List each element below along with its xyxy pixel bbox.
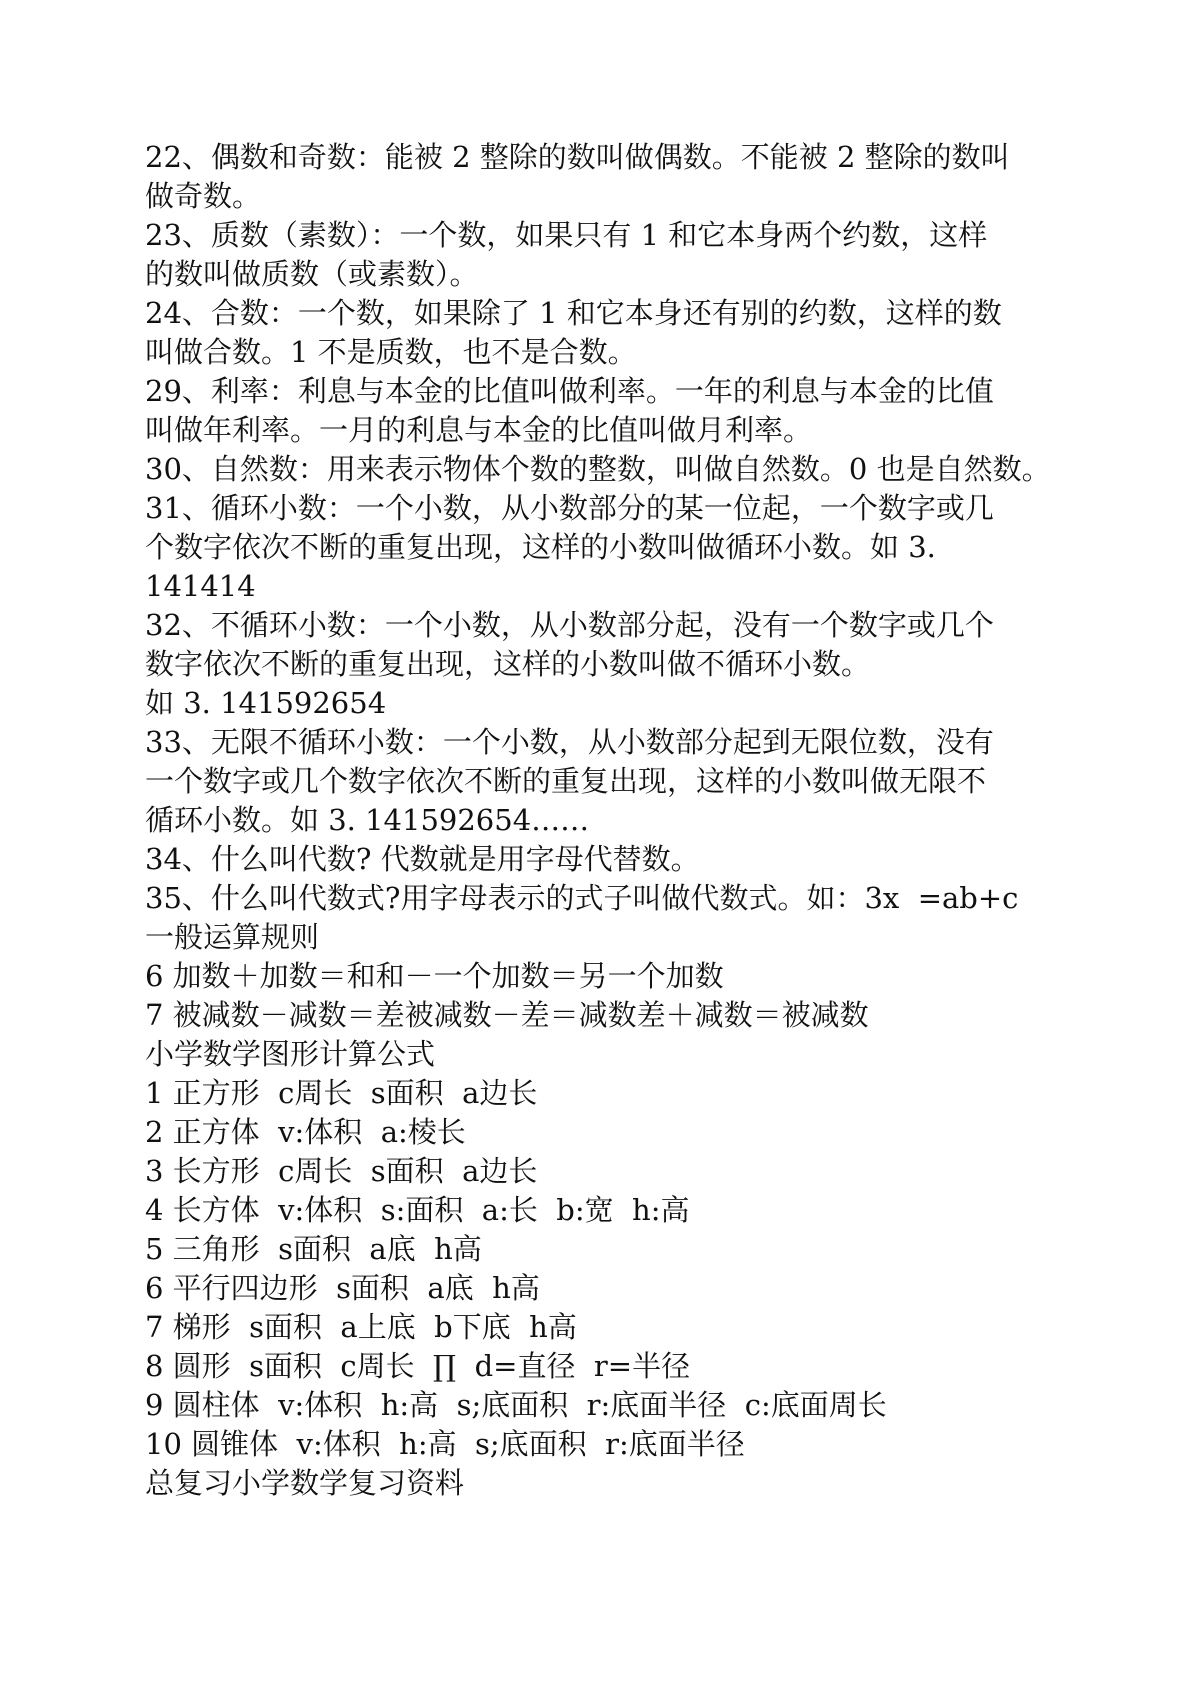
text-line: 6 加数＋加数＝和和－一个加数＝另一个加数: [145, 959, 724, 993]
text-line: 个数字依次不断的重复出现，这样的小数叫做循环小数。如 3.: [145, 530, 936, 564]
section-heading: 一般运算规则: [145, 920, 320, 954]
formula-item: 7 梯形 s面积 a上底 b下底 h高: [145, 1310, 577, 1344]
section-heading: 小学数学图形计算公式: [145, 1037, 436, 1071]
formula-item: 9 圆柱体 v:体积 h:高 s;底面积 r:底面半径 c:底面周长: [145, 1388, 887, 1422]
text-line: 叫做合数。1 不是质数，也不是合数。: [145, 335, 637, 369]
text-line: 叫做年利率。一月的利息与本金的比值叫做月利率。: [145, 413, 813, 447]
text-line: 35、什么叫代数式?用字母表示的式子叫做代数式。如：3x =ab+c: [145, 881, 1019, 915]
formula-item: 2 正方体 v:体积 a:棱长: [145, 1115, 466, 1149]
text-line: 141414: [145, 569, 256, 603]
text-line: 的数叫做质数（或素数）。: [145, 257, 479, 291]
formula-item: 8 圆形 s面积 c周长 ∏ d=直径 r=半径: [145, 1349, 691, 1383]
text-line: 29、利率：利息与本金的比值叫做利率。一年的利息与本金的比值: [145, 374, 994, 408]
text-line: 如 3. 141592654: [145, 686, 387, 720]
text-line: 33、无限不循环小数：一个小数，从小数部分起到无限位数，没有: [145, 725, 994, 759]
text-line: 31、循环小数：一个小数，从小数部分的某一位起，一个数字或几: [145, 491, 994, 525]
text-line: 7 被减数－减数＝差被减数－差＝减数差＋减数＝被减数: [145, 998, 869, 1032]
text-line: 一个数字或几个数字依次不断的重复出现，这样的小数叫做无限不: [145, 764, 987, 798]
formula-item: 3 长方形 c周长 s面积 a边长: [145, 1154, 538, 1188]
text-line: 数字依次不断的重复出现，这样的小数叫做不循环小数。: [145, 647, 871, 681]
section-heading: 总复习小学数学复习资料: [145, 1466, 465, 1500]
text-line: 23、质数（素数）：一个数，如果只有 1 和它本身两个约数，这样: [145, 218, 988, 252]
formula-item: 1 正方形 c周长 s面积 a边长: [145, 1076, 538, 1110]
text-line: 30、自然数：用来表示物体个数的整数，叫做自然数。0 也是自然数。: [145, 452, 1051, 486]
text-line: 循环小数。如 3. 141592654……: [145, 803, 590, 837]
text-line: 24、合数：一个数，如果除了 1 和它本身还有别的约数，这样的数: [145, 296, 1002, 330]
text-line: 22、偶数和奇数：能被 2 整除的数叫做偶数。不能被 2 整除的数叫: [145, 140, 1010, 174]
formula-item: 4 长方体 v:体积 s:面积 a:长 b:宽 h:高: [145, 1193, 690, 1227]
text-line: 做奇数。: [145, 179, 262, 213]
document-body: [145, 138, 1065, 1503]
text-line: 34、什么叫代数? 代数就是用字母代替数。: [145, 842, 700, 876]
text-line: 32、不循环小数：一个小数，从小数部分起，没有一个数字或几个: [145, 608, 994, 642]
formula-item: 10 圆锥体 v:体积 h:高 s;底面积 r:底面半径: [145, 1427, 745, 1461]
formula-item: 5 三角形 s面积 a底 h高: [145, 1232, 482, 1266]
formula-item: 6 平行四边形 s面积 a底 h高: [145, 1271, 540, 1305]
